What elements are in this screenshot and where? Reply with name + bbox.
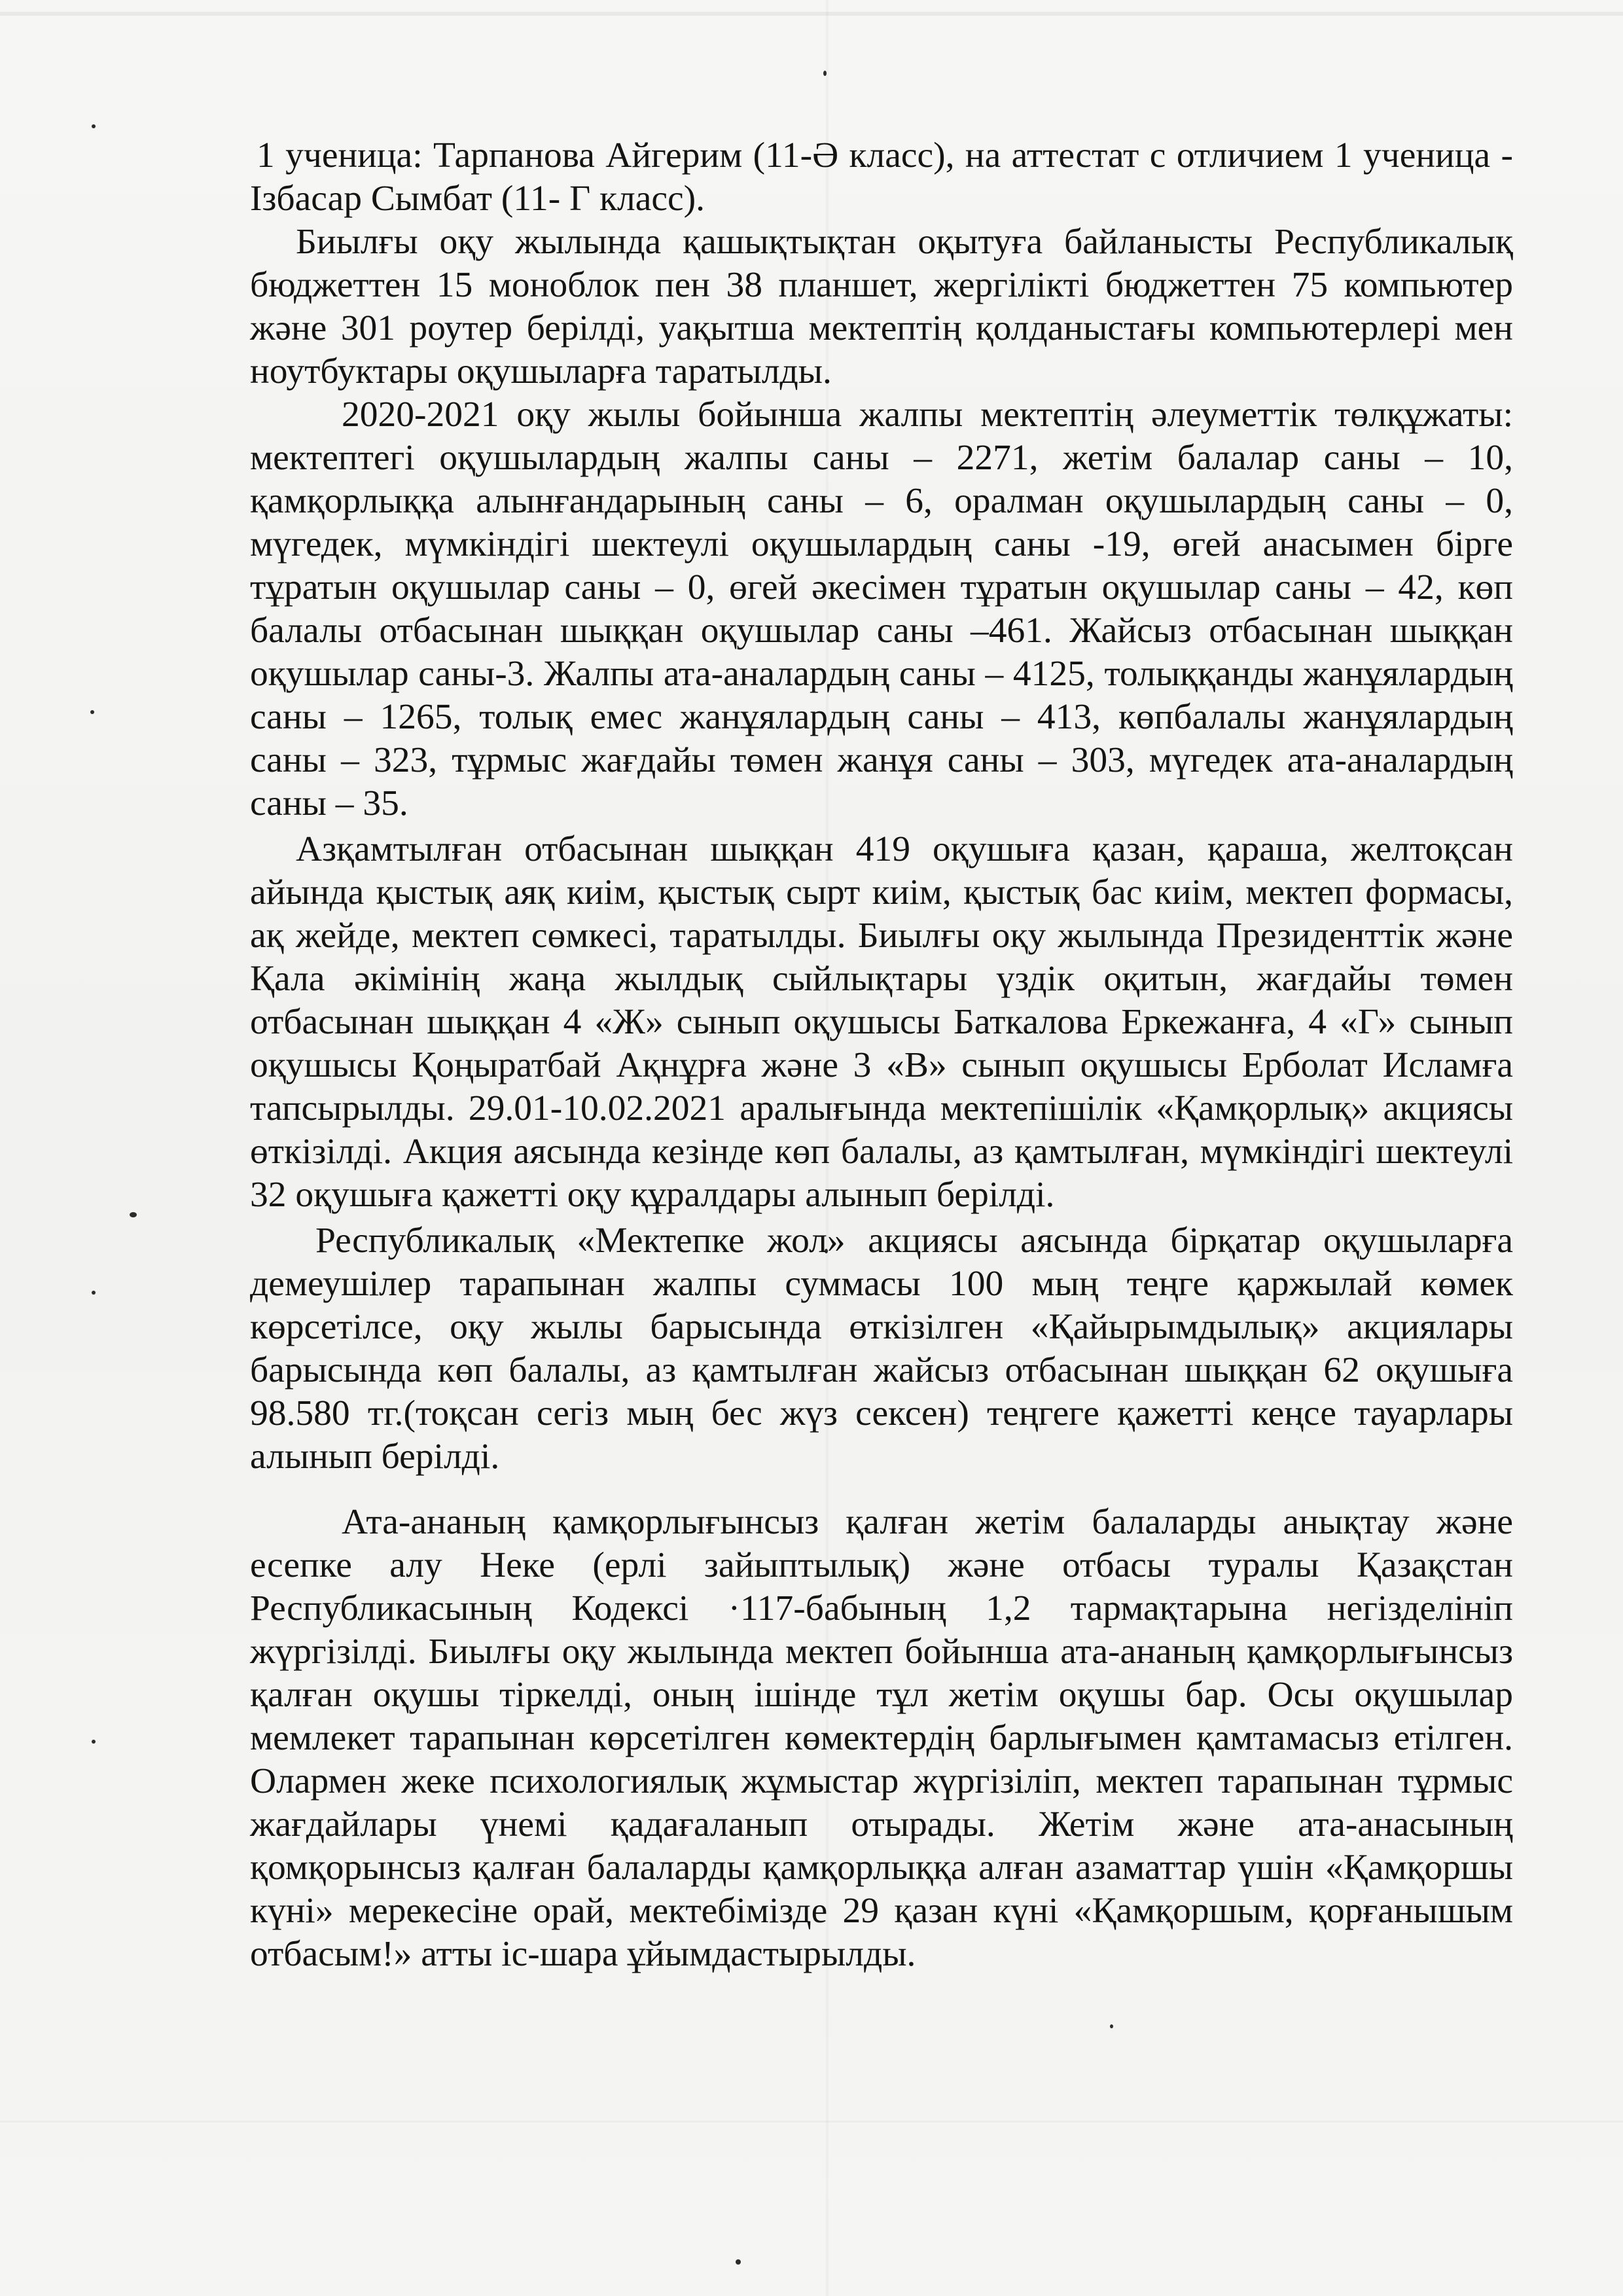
scan-speck: [92, 1291, 96, 1295]
paragraph-low-income-aid: Азқамтылған отбасынан шыққан 419 оқушыға қазан, қараша, желтоқсан айында қыстық аяқ киім, қыстық сырт киім, қыстық бас киім, мектеп формасы, ақ жейде, мектеп сөмкесі, таратылды. Биылғы оқу жылында Президенттік және Қала әкімінің жаңа жылдық сыйлықтары үздік оқитын, жағдайы төмен отбасынан шыққан 4 «Ж» сынып оқушысы Баткалова Еркежанға, 4 «Г» сынып оқушысы Қоңыратбай Ақнұрға және 3 «В» сынып оқушысы Ерболат Исламға тапсырылды. 29.01-10.02.2021 аралығында мектепішілік «Қамқорлық» акциясы өткізілді. Акция аясында кезінде көп балалы, аз қамтылған, мүмкіндігі шектеулі 32 оқушыға қажетті оқу құралдары алынып берілді.: [250, 829, 1513, 1215]
scan-speck: [92, 1740, 96, 1744]
paragraph-orphans: Ата-ананың қамқорлығынсыз қалған жетім балаларды анықтау және есепке алу Неке (ерлі зайыптылық) және отбасы туралы Қазақстан Республикасының Кодексі ·117-бабының 1,2 тармақтарына негізделініп жүргізілді. Биылғы оқу жылында мектеп бойынша ата-ананың қамқорлығынсыз қалған оқушы тіркелді, оның ішінде тұл жетім оқушы бар. Осы оқушылар мемлекет тарапынан көрсетілген көмектердің барлығымен қамтамасыз етілген. Олармен жеке психологиялық жұмыстар жүргізіліп, мектеп тарапынан тұрмыс жағдайлары үнемі қадағаланып отырады. Жетім және ата-анасының қомқорынсыз қалған балаларды қамқорлыққа алған азаматтар үшін «Қамқоршы күні» мерекесіне орай, мектебімізде 29 қазан күні «Қамқоршым, қорғанышым отбасым!» атты іс-шара ұйымдастырылды.: [250, 1502, 1513, 1974]
scan-speck: [1110, 2024, 1113, 2028]
scan-streak-top: [0, 12, 1623, 16]
scan-streak-horizontal: [0, 2121, 1623, 2123]
paragraph-honors: 1 ученица: Тарпанова Айгерим (11-Ә класс), на аттестат с отличием 1 ученица - Ізбасар Сымбат (11- Г класс).: [250, 135, 1513, 219]
scan-speck: [130, 1212, 137, 1217]
paragraph-charity: Республикалық «Мектепке жол» акциясы аясында бірқатар оқушыларға демеушілер тарапынан жалпы суммасы 100 мың теңге қаржылай көмек көрсетілсе, оқу жылы барысында өткізілген «Қайырымдылық» акциялары барысында көп балалы, аз қамтылған жайсыз отбасынан шыққан 62 оқушыға 98.580 тг.(тоқсан сегіз мың бес жүз сексен) теңгеге қажетті кеңсе тауарлары алынып берілді.: [250, 1221, 1513, 1477]
scan-speck: [736, 2259, 741, 2265]
scan-speck: [90, 710, 94, 714]
scan-speck: [823, 71, 827, 76]
document-body: [250, 134, 1513, 1976]
scan-speck: [92, 124, 96, 128]
paragraph-equipment: Биылғы оқу жылында қашықтықтан оқытуға байланысты Республикалық бюджеттен 15 моноблок пен 38 планшет, жергілікті бюджеттен 75 компьютер және 301 роутер берілді, уақытша мектептің қолданыстағы компьютерлері мен ноутбуктары оқушыларға таратылды.: [250, 222, 1513, 391]
paragraph-social-passport: 2020-2021 оқу жылы бойынша жалпы мектептің әлеуметтік төлқұжаты: мектептегі оқушылардың жалпы саны – 2271, жетім балалар саны – 10, қамқорлыққа алынғандарының саны – 6, оралман оқушылардың саны – 0, мүгедек, мүмкіндігі шектеулі оқушылардың саны -19, өгей анасымен бірге тұратын оқушылар саны – 0, өгей әкесімен тұратын оқушылар саны – 42, көп балалы отбасынан шыққан оқушылар саны –461. Жайсыз отбасынан шыққан оқушылар саны-3. Жалпы ата-аналардың саны – 4125, толыққанды жанұялардың саны – 1265, толық емес жанұялардың саны – 413, көпбалалы жанұялардың саны – 323, тұрмыс жағдайы төмен жанұя саны – 303, мүгедек ата-аналардың саны – 35.: [250, 395, 1513, 823]
